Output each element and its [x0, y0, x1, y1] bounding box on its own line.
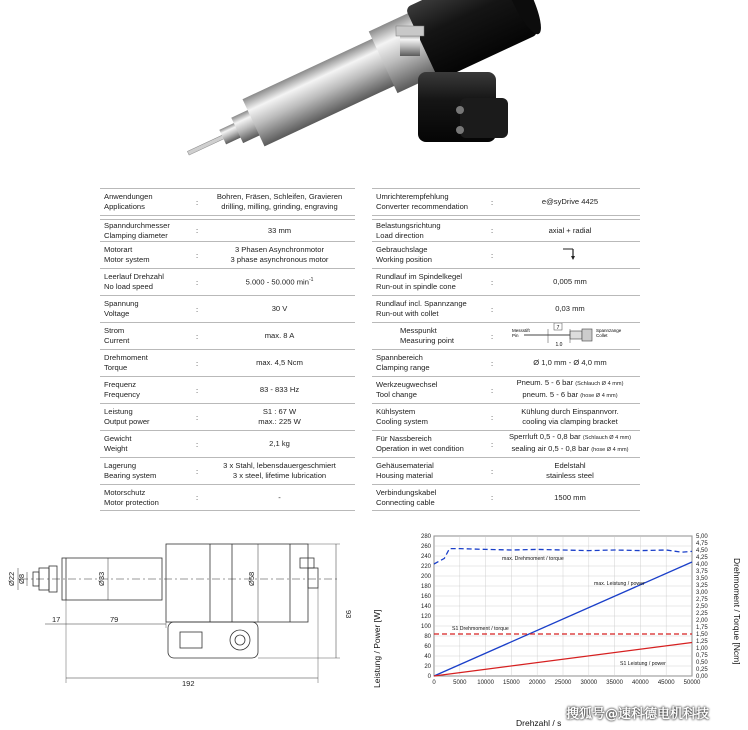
label-de: Kühlsystem: [376, 407, 416, 417]
y-left-tick-label: 80: [424, 634, 431, 640]
x-tick-label: 45000: [657, 680, 675, 686]
y-right-tick-label: 4,75: [696, 541, 708, 547]
separator: :: [490, 358, 494, 368]
label-en: Motor protection: [104, 497, 159, 507]
spec-row-current: [100, 322, 355, 349]
value-line-1: Sperrluft 0,5 - 0,8 bar: [508, 432, 581, 442]
separator: :: [195, 250, 199, 260]
value-line-1: Pneum. 5 - 6 bar: [516, 378, 574, 388]
spec-table-left: [100, 188, 355, 511]
spec-label: [372, 407, 484, 426]
y-right-tick-label: 2,25: [696, 611, 708, 617]
spec-value: e@syDrive 4425: [541, 197, 599, 207]
y-left-tick-label: 20: [424, 664, 431, 670]
spec-row-runout-collet: [372, 295, 640, 322]
spec-label: [372, 434, 484, 453]
spec-value: [500, 323, 640, 350]
separator: :: [195, 304, 199, 314]
label-en: Torque: [104, 363, 128, 372]
spec-value: [204, 245, 355, 264]
pin-label-de: Messstift: [512, 327, 530, 333]
y-right-tick-label: 1,25: [696, 639, 708, 645]
separator: :: [490, 331, 494, 341]
label-de: Motorschutz: [104, 487, 146, 497]
value-line-1: 3 Phasen Asynchronmotor: [234, 245, 325, 255]
y-left-tick-label: 280: [420, 534, 431, 540]
label-en: Connecting cable: [376, 497, 435, 507]
value-note-2: (hose Ø 4 mm): [580, 393, 618, 399]
y-left-tick-label: 160: [420, 594, 431, 600]
value-line-2: drilling, milling, grinding, engraving: [221, 202, 338, 211]
spec-label: [372, 221, 484, 240]
y-right-tick-label: 0,25: [696, 667, 708, 673]
y-right-tick-label: 4,25: [696, 555, 708, 561]
spec-label: [100, 434, 190, 453]
y-left-tick-label: 200: [420, 574, 431, 580]
value-line-2: pneum. 5 - 6 bar: [522, 390, 579, 399]
unit-superscript: -1: [308, 277, 314, 284]
label-en: Motor system: [104, 255, 150, 264]
y-right-tick-label: 2,50: [696, 604, 708, 610]
label-en: Tool change: [376, 390, 417, 399]
working-position-icon: [560, 246, 580, 262]
label-en: Run-out with collet: [376, 309, 439, 318]
spec-value: max. 8 A: [264, 331, 295, 341]
spec-value: [500, 378, 640, 401]
label-de: Lagerung: [104, 461, 137, 471]
spec-row-torque: [100, 349, 355, 376]
label-en: Run-out in spindle cone: [376, 282, 456, 291]
label-en: Operation in wet condition: [376, 444, 464, 453]
separator: :: [490, 226, 494, 235]
spec-row-motor-system: [100, 241, 355, 268]
spec-label: [100, 326, 190, 345]
y-right-tick-label: 1,75: [696, 625, 708, 631]
separator: :: [195, 331, 199, 341]
spec-label: [100, 353, 190, 372]
spec-row-working-position: [372, 241, 640, 268]
label-en: Frequency: [104, 390, 140, 399]
y-right-tick-label: 2,00: [696, 618, 708, 624]
spec-row-motor-protection: [100, 484, 355, 511]
x-axis-label: Drehzahl / s: [516, 718, 562, 728]
label-en: Applications: [104, 202, 145, 211]
spec-row-connecting-cable: [372, 484, 640, 511]
spec-value: [204, 192, 355, 211]
separator: :: [490, 250, 494, 260]
spec-value: -: [278, 492, 281, 502]
y-right-tick-label: 2,75: [696, 597, 708, 603]
spec-row-applications: [100, 188, 355, 215]
y-left-tick-label: 260: [420, 544, 431, 550]
x-tick-label: 40000: [632, 680, 649, 686]
y-left-tick-label: 40: [424, 654, 431, 660]
label-en: Cooling system: [376, 417, 428, 426]
y-left-tick-label: 240: [420, 554, 431, 560]
pin-label-en: Pin: [512, 332, 519, 338]
label-de: Belastungsrichtung: [376, 220, 441, 230]
spec-value: 30 V: [271, 304, 288, 314]
spec-label: [100, 221, 190, 240]
measure-top-value: 7: [556, 324, 560, 331]
value-note-1: (Schlauch Ø 4 mm): [582, 435, 632, 442]
value-line-1: 5.000 - 50.000 min: [245, 277, 309, 287]
power-torque-chart: [362, 528, 748, 730]
x-tick-label: 20000: [528, 680, 546, 686]
y-left-tick-label: 140: [420, 604, 431, 610]
value-line-1: Kühlung durch Einspannvorr.: [521, 407, 619, 417]
dim-height-93: 93: [344, 610, 353, 619]
series-label-s1-torque: S1 Drehmoment / torque: [452, 626, 509, 632]
spec-row-clamping-range: [372, 349, 640, 376]
label-en: Clamping range: [376, 363, 430, 372]
spec-value: 1500 mm: [554, 492, 586, 502]
x-tick-label: 30000: [580, 680, 598, 686]
spec-row-no-load-speed: [100, 268, 355, 295]
label-de: Umrichterempfehlung: [376, 192, 449, 202]
label-de: Rundlauf im Spindelkegel: [376, 272, 463, 282]
dim-diameter-33: Ø33: [97, 571, 106, 586]
label-en: Measuring point: [400, 336, 455, 345]
separator: :: [490, 385, 494, 395]
label-de: Rundlauf incl. Spannzange: [376, 299, 467, 309]
label-de: Gebrauchslage: [376, 245, 428, 255]
separator: :: [490, 304, 494, 314]
label-de: Spannbereich: [376, 353, 423, 363]
value-line-1: 3 x Stahl, lebensdauergeschmiert: [223, 461, 336, 471]
label-de: Strom: [104, 326, 125, 336]
label-de: Gehäusematerial: [376, 461, 434, 471]
spec-value: [500, 461, 640, 480]
label-en: Working position: [376, 255, 432, 264]
value-line-2: sealing air 0,5 - 0,8 bar: [511, 444, 590, 453]
label-de: Frequenz: [104, 380, 137, 390]
value-line-1: S1 : 67 W: [262, 407, 297, 417]
spec-label: [100, 407, 190, 426]
series-label-max-torque: max. Drehmoment / torque: [502, 556, 564, 562]
label-en: Bearing system: [104, 471, 157, 480]
spindle-photo: [160, 0, 590, 178]
spec-label: [100, 272, 190, 291]
collet-label-en: Collet: [596, 332, 608, 338]
x-tick-label: 15000: [503, 680, 520, 686]
label-en: Voltage: [104, 309, 130, 318]
spec-label: [372, 461, 484, 480]
spec-label: [372, 245, 484, 264]
spec-value: [204, 226, 355, 236]
y-axis-left-label: Leistung / Power [W]: [372, 609, 382, 688]
spec-row-output-power: [100, 403, 355, 430]
spec-value: axial + radial: [548, 225, 592, 235]
collet-label-de: Spannzange: [596, 327, 622, 333]
spec-row-wet-operation: [372, 430, 640, 457]
separator: :: [490, 493, 494, 502]
x-tick-label: 5000: [453, 680, 467, 686]
value-line-2: 3 x steel, lifetime lubrication: [232, 471, 327, 480]
label-en: Output power: [104, 417, 150, 426]
spec-row-weight: [100, 430, 355, 457]
label-en: No load speed: [104, 282, 153, 291]
y-right-tick-label: 1,50: [696, 632, 708, 638]
label-en: Current: [104, 336, 130, 345]
y-axis-right-label: Drehmoment / Torque [Ncm]: [732, 558, 742, 665]
y-left-tick-label: 220: [420, 564, 431, 570]
spec-row-voltage: [100, 295, 355, 322]
spec-row-frequency: [100, 376, 355, 403]
separator: :: [195, 385, 199, 395]
separator: :: [195, 358, 199, 368]
separator: :: [490, 439, 494, 449]
spec-label: [100, 192, 190, 211]
series-label-max-power: max. Leistung / power: [594, 581, 645, 587]
spec-label: [372, 380, 484, 399]
label-de: Für Nassbereich: [376, 434, 432, 444]
label-en: Clamping diameter: [104, 230, 168, 240]
label-en: Converter recommendation: [376, 202, 469, 211]
y-right-tick-label: 4,00: [696, 562, 708, 568]
value-line-2: stainless steel: [546, 471, 594, 480]
spec-row-runout-cone: [372, 268, 640, 295]
y-left-tick-label: 100: [420, 624, 431, 630]
spec-value: max. 4,5 Ncm: [256, 358, 303, 368]
spec-label: [100, 245, 190, 264]
y-right-tick-label: 5,00: [696, 534, 708, 540]
label-de: Spanndurchmesser: [104, 220, 170, 230]
separator: :: [195, 226, 199, 235]
y-right-tick-label: 0,50: [696, 660, 708, 666]
label-de: Anwendungen: [104, 192, 153, 202]
measuring-point-diagram: [510, 323, 630, 347]
dim-length-17: 17: [52, 615, 61, 624]
series-label-s1-power: S1 Leistung / power: [620, 661, 666, 667]
y-right-tick-label: 0,00: [696, 674, 708, 680]
label-de: Gewicht: [104, 434, 132, 444]
label-de: Messpunkt: [400, 326, 437, 336]
x-tick-label: 10000: [477, 680, 494, 686]
spec-label: [372, 272, 484, 291]
spec-table-right: [372, 188, 640, 511]
label-de: Werkzeugwechsel: [376, 380, 438, 390]
dim-diameter-58: Ø58: [247, 571, 256, 586]
spec-value: [500, 246, 640, 265]
spec-row-tool-change: [372, 376, 640, 403]
label-de: Spannung: [104, 299, 139, 309]
spec-label: [372, 488, 484, 507]
spec-row-cooling: [372, 403, 640, 430]
spec-value: 0,005 mm: [553, 277, 587, 287]
x-tick-label: 0: [432, 680, 436, 686]
measure-bottom-value: 1.0: [555, 341, 563, 347]
y-left-tick-label: 180: [420, 584, 431, 590]
x-tick-label: 25000: [554, 680, 572, 686]
spec-label: [100, 461, 190, 480]
separator: :: [195, 493, 199, 502]
value-line-2: 3 phase asynchronous motor: [230, 255, 329, 264]
value-note-1: (Schlauch Ø 4 mm): [575, 381, 624, 388]
spec-value: 83 - 833 Hz: [259, 385, 300, 395]
spec-label: [372, 353, 484, 372]
spec-label: [372, 192, 484, 211]
y-right-tick-label: 1,00: [696, 646, 708, 652]
separator: :: [490, 412, 494, 422]
label-en: Weight: [104, 444, 128, 453]
label-de: Drehmoment: [104, 353, 148, 363]
y-left-tick-label: 60: [424, 644, 431, 650]
spec-value: [500, 432, 640, 455]
spec-value: [204, 461, 355, 480]
dim-total-192: 192: [182, 679, 195, 688]
y-right-tick-label: 3,50: [696, 576, 708, 582]
spec-row-load-direction: [372, 219, 640, 241]
y-right-tick-label: 3,00: [696, 590, 708, 596]
separator: :: [195, 412, 199, 422]
dim-diameter-8: Ø8: [17, 573, 26, 584]
spec-label: [100, 488, 190, 507]
value-line-2: cooling via clamping bracket: [522, 417, 618, 426]
separator: :: [195, 277, 199, 287]
y-left-tick-label: 120: [420, 614, 431, 620]
separator: :: [195, 197, 199, 207]
spec-row-measuring-point: [372, 322, 640, 349]
label-en: Housing material: [376, 471, 433, 480]
separator: :: [195, 466, 199, 476]
y-right-tick-label: 3,75: [696, 569, 708, 575]
spec-label: [100, 380, 190, 399]
separator: :: [490, 277, 494, 287]
spec-value: 2,1 kg: [269, 439, 290, 449]
y-right-tick-label: 4,50: [696, 548, 708, 554]
dim-length-79: 79: [110, 615, 119, 624]
value-line-1: Edelstahl: [554, 461, 586, 471]
value-line-1: Bohren, Fräsen, Schleifen, Gravieren: [216, 192, 343, 202]
separator: :: [490, 197, 494, 207]
dim-diameter-22: Ø22: [7, 571, 16, 586]
label-de: Motorart: [104, 245, 133, 255]
x-tick-label: 35000: [606, 680, 623, 686]
separator: :: [490, 466, 494, 476]
spec-row-converter: [372, 188, 640, 215]
y-right-tick-label: 3,25: [696, 583, 708, 589]
y-right-tick-label: 0,75: [696, 653, 708, 659]
x-tick-label: 50000: [683, 680, 701, 686]
spec-label: [372, 326, 484, 345]
spec-value: [204, 276, 355, 287]
label-de: Leistung: [104, 407, 133, 417]
spec-label: [100, 299, 190, 318]
value-note-2: (hose Ø 4 mm): [591, 447, 629, 453]
spec-value: [204, 407, 355, 426]
label-de: Leerlauf Drehzahl: [104, 272, 164, 282]
spec-value: [500, 407, 640, 426]
spec-row-bearing-system: [100, 457, 355, 484]
watermark: 搜狐号@速科德电机科技: [566, 707, 710, 722]
value-line-2: max.: 225 W: [258, 417, 301, 426]
separator: :: [195, 439, 199, 449]
label-de: Verbindungskabel: [376, 487, 437, 497]
label-en: Load direction: [376, 230, 424, 240]
spec-row-housing-material: [372, 457, 640, 484]
spec-value: 0,03 mm: [555, 304, 585, 314]
spec-value: Ø 1,0 mm - Ø 4,0 mm: [533, 358, 607, 368]
y-left-tick-label: 0: [427, 674, 431, 680]
dimension-drawing: [0, 528, 360, 730]
spec-label: [372, 299, 484, 318]
value-line-1: 33 mm: [267, 225, 292, 235]
spec-row-clamping-diameter: [100, 219, 355, 241]
